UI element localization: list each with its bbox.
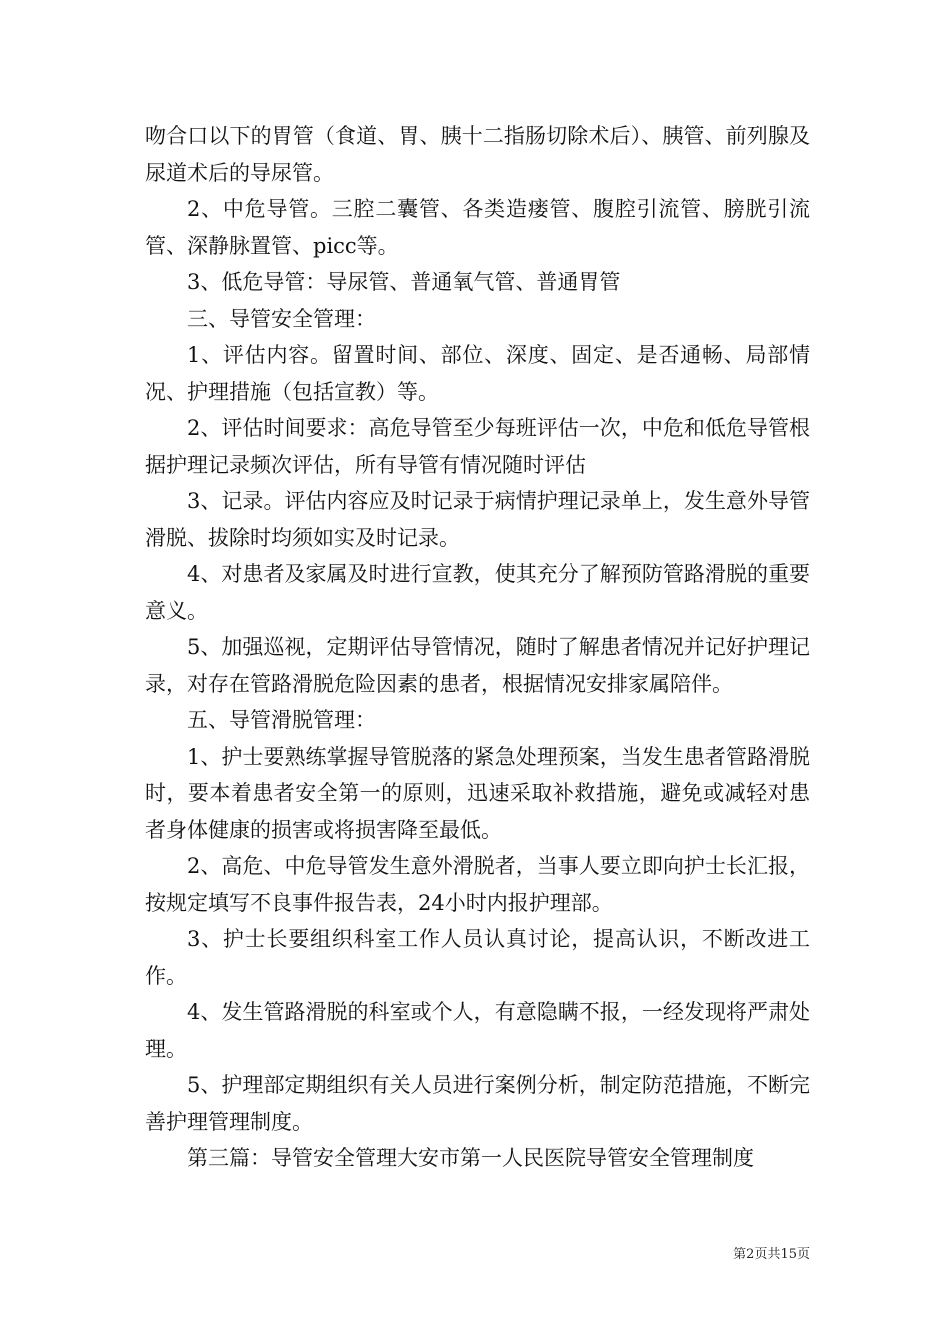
section-heading-catheter-safety: 三、导管安全管理： [187, 306, 376, 331]
paragraph-continuation: 吻合口以下的胃管（食道、胃、胰十二指肠切除术后）、胰管、前列腺及尿道术后的导尿管。 [145, 124, 810, 185]
paragraph-medium-risk-catheters: 2、中危导管。三腔二囊管、各类造瘘管、腹腔引流管、膀胱引流管、深静脉置管、picc等。 [145, 197, 810, 258]
paragraph-case-analysis: 5、护理部定期组织有关人员进行案例分析，制定防范措施，不断完善护理管理制度。 [145, 1073, 810, 1134]
paragraph-patrol: 5、加强巡视，定期评估导管情况，随时了解患者情况并记好护理记录，对存在管路滑脱危险因素的患者，根据情况安排家属陪伴。 [145, 635, 810, 696]
page-number-footer: 第2页共15页 [733, 1247, 810, 1262]
section-heading-slippage-management: 五、导管滑脱管理： [187, 708, 376, 732]
paragraph-patient-education: 4、对患者及家属及时进行宣教，使其充分了解预防管路滑脱的重要意义。 [145, 562, 810, 623]
chapter-heading-part-three: 第三篇：导管安全管理大安市第一人民医院导管安全管理制度 [187, 1146, 754, 1170]
paragraph-records: 3、记录。评估内容应及时记录于病情护理记录单上，发生意外导管滑脱、拔除时均须如实及时记录。 [145, 489, 810, 550]
document-body [145, 118, 810, 1177]
paragraph-concealment: 4、发生管路滑脱的科室或个人，有意隐瞒不报，一经发现将严肃处理。 [145, 1000, 810, 1061]
paragraph-assessment-content: 1、评估内容。留置时间、部位、深度、固定、是否通畅、局部情况、护理措施（包括宣教）等。 [145, 343, 810, 404]
paragraph-emergency-plan: 1、护士要熟练掌握导管脱落的紧急处理预案，当发生患者管路滑脱时，要本着患者安全第一的原则，迅速采取补救措施，避免或减轻对患者身体健康的损害或将损害降至最低。 [145, 744, 810, 842]
paragraph-reporting: 2、高危、中危导管发生意外滑脱者，当事人要立即向护士长汇报，按规定填写不良事件报告表，24小时内报护理部。 [145, 854, 810, 915]
paragraph-discussion: 3、护士长要组织科室工作人员认真讨论，提高认识，不断改进工作。 [145, 927, 810, 988]
paragraph-low-risk-catheters: 3、低危导管：导尿管、普通氧气管、普通胃管 [187, 270, 621, 294]
paragraph-assessment-time: 2、评估时间要求：高危导管至少每班评估一次，中危和低危导管根据护理记录频次评估，所有导管有情况随时评估 [145, 416, 810, 477]
